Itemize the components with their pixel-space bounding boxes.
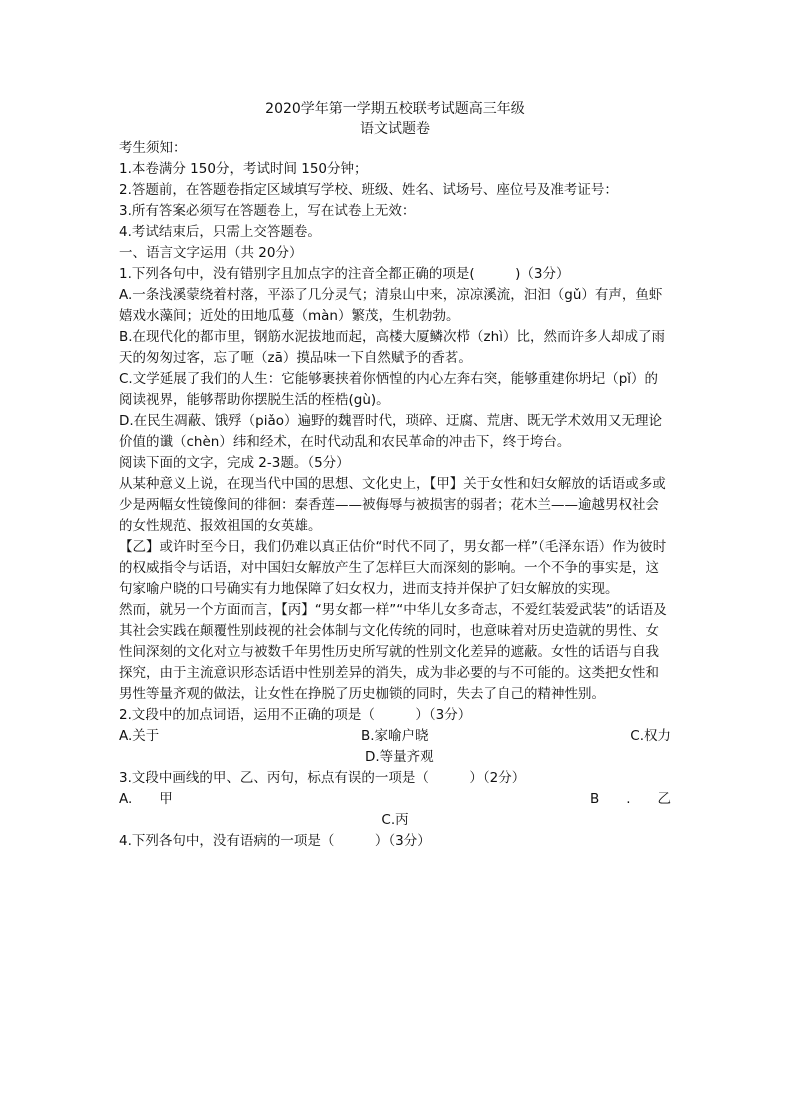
notice-item-2: 2.答题前，在答题卷指定区域填写学校、班级、姓名、试场号、座位号及准考证号：: [119, 182, 618, 198]
exam-body: [119, 138, 671, 852]
q2-option-d: D.等量齐观: [365, 749, 434, 765]
q1-option-b: B.在现代化的都市里，钢筋水泥拔地而起，高楼大厦鳞次栉（zhì）比，然而许多人却成了雨天的匆匆过客，忘了咂（zā）摸品味一下自然赋予的香茗。: [119, 329, 665, 366]
q2-option-a: A.关于: [119, 728, 160, 744]
q1-option-c: C.文学延展了我们的人生：它能够裹挟着你恓惶的内心左奔右突，能够重建你坍圮（pǐ）的阅读视界，能够帮助你摆脱生活的桎梏(gù)。: [119, 371, 659, 408]
q2-stem: 2.文段中的加点词语，运用不正确的项是（ ）（3分）: [119, 707, 472, 723]
notice-item-3: 3.所有答案必须写在答题卷上，写在试卷上无效：: [119, 203, 416, 219]
q3-stem: 3.文段中画线的甲、乙、丙句，标点有误的一项是（ ）（2分）: [119, 770, 526, 786]
notice-item-4: 4.考试结束后，只需上交答题卷。: [119, 224, 321, 240]
q1-stem: 1.下列各句中，没有错别字且加点字的注音全都正确的项是( )（3分）: [119, 266, 570, 282]
reading-intro: 阅读下面的文字，完成 2-3题。（5分）: [119, 455, 350, 471]
exam-title: 2020学年第一学期五校联考试题高三年级: [265, 101, 525, 117]
reading-paragraph-2: 【乙】或许时至今日，我们仍难以真正估价“时代不同了，男女都一样”（毛泽东语）作为彼时的权威指令与话语，对中国妇女解放产生了怎样巨大而深刻的影响。一个不争的事实是，这句家喻户晓的口号确实有力地保障了妇女权力，进而支持并保护了妇女解放的实现。: [119, 539, 667, 597]
q1-option-a: A.一条浅溪蒙绕着村落，平添了几分灵气；清泉山中来，凉凉溪流，汩汩（gǔ）有声，鱼虾嬉戏水藻间；近处的田地瓜蔓（màn）繁茂，生机勃勃。: [119, 287, 663, 324]
notice-heading: 考生须知：: [119, 140, 187, 156]
reading-paragraph-1: 从某种意义上说，在现当代中国的思想、文化史上，【甲】关于女性和妇女解放的话语或多或少是两幅女性镜像间的徘徊：秦香莲——被侮辱与被损害的弱者；花木兰——逾越男权社会的女性规范、报效祖国的女英雄。: [119, 476, 666, 534]
q3-option-c: C.丙: [381, 812, 409, 828]
q3-option-b: B . 乙: [589, 791, 671, 807]
q3-option-a: A. 甲: [119, 791, 173, 807]
notice-item-1: 1.本卷满分 150分，考试时间 150分钟；: [119, 161, 368, 177]
q2-options-row-1: [119, 726, 671, 747]
reading-paragraph-3: 然而，就另一个方面而言，【丙】“男女都一样”“中华儿女多奇志，不爱红装爱武装”的话语及其社会实践在颠覆性别歧视的社会体制与文化传统的同时，也意味着对历史造就的男性、女性间深刻的文化对立与被数千年男性历史所写就的性别文化差异的遮蔽。女性的话语与自我探究，由于主流意识形态话语中性别差异的消失，成为非必要的与不可能的。这类把女性和男性等量齐观的做法，让女性在挣脱了历史枷锁的同时，失去了自己的精神性别。: [119, 602, 667, 702]
q3-options-row-1: [119, 789, 671, 810]
exam-subtitle: 语文试题卷: [360, 121, 430, 137]
q4-stem: 4.下列各句中，没有语病的一项是（ ）（3分）: [119, 833, 431, 849]
q1-option-d: D.在民生凋蔽、饿殍（piǎo）遍野的魏晋时代，琐碎、迂腐、荒唐、既无学术效用又无理论价值的谶（chèn）纬和经术，在时代动乱和农民革命的冲击下，终于垮台。: [119, 413, 663, 450]
section-heading: 一、语言文字运用（共 20分）: [119, 245, 303, 261]
q2-option-c: C.权力: [630, 728, 671, 744]
q2-option-b: B.家喻户晓: [361, 728, 429, 744]
